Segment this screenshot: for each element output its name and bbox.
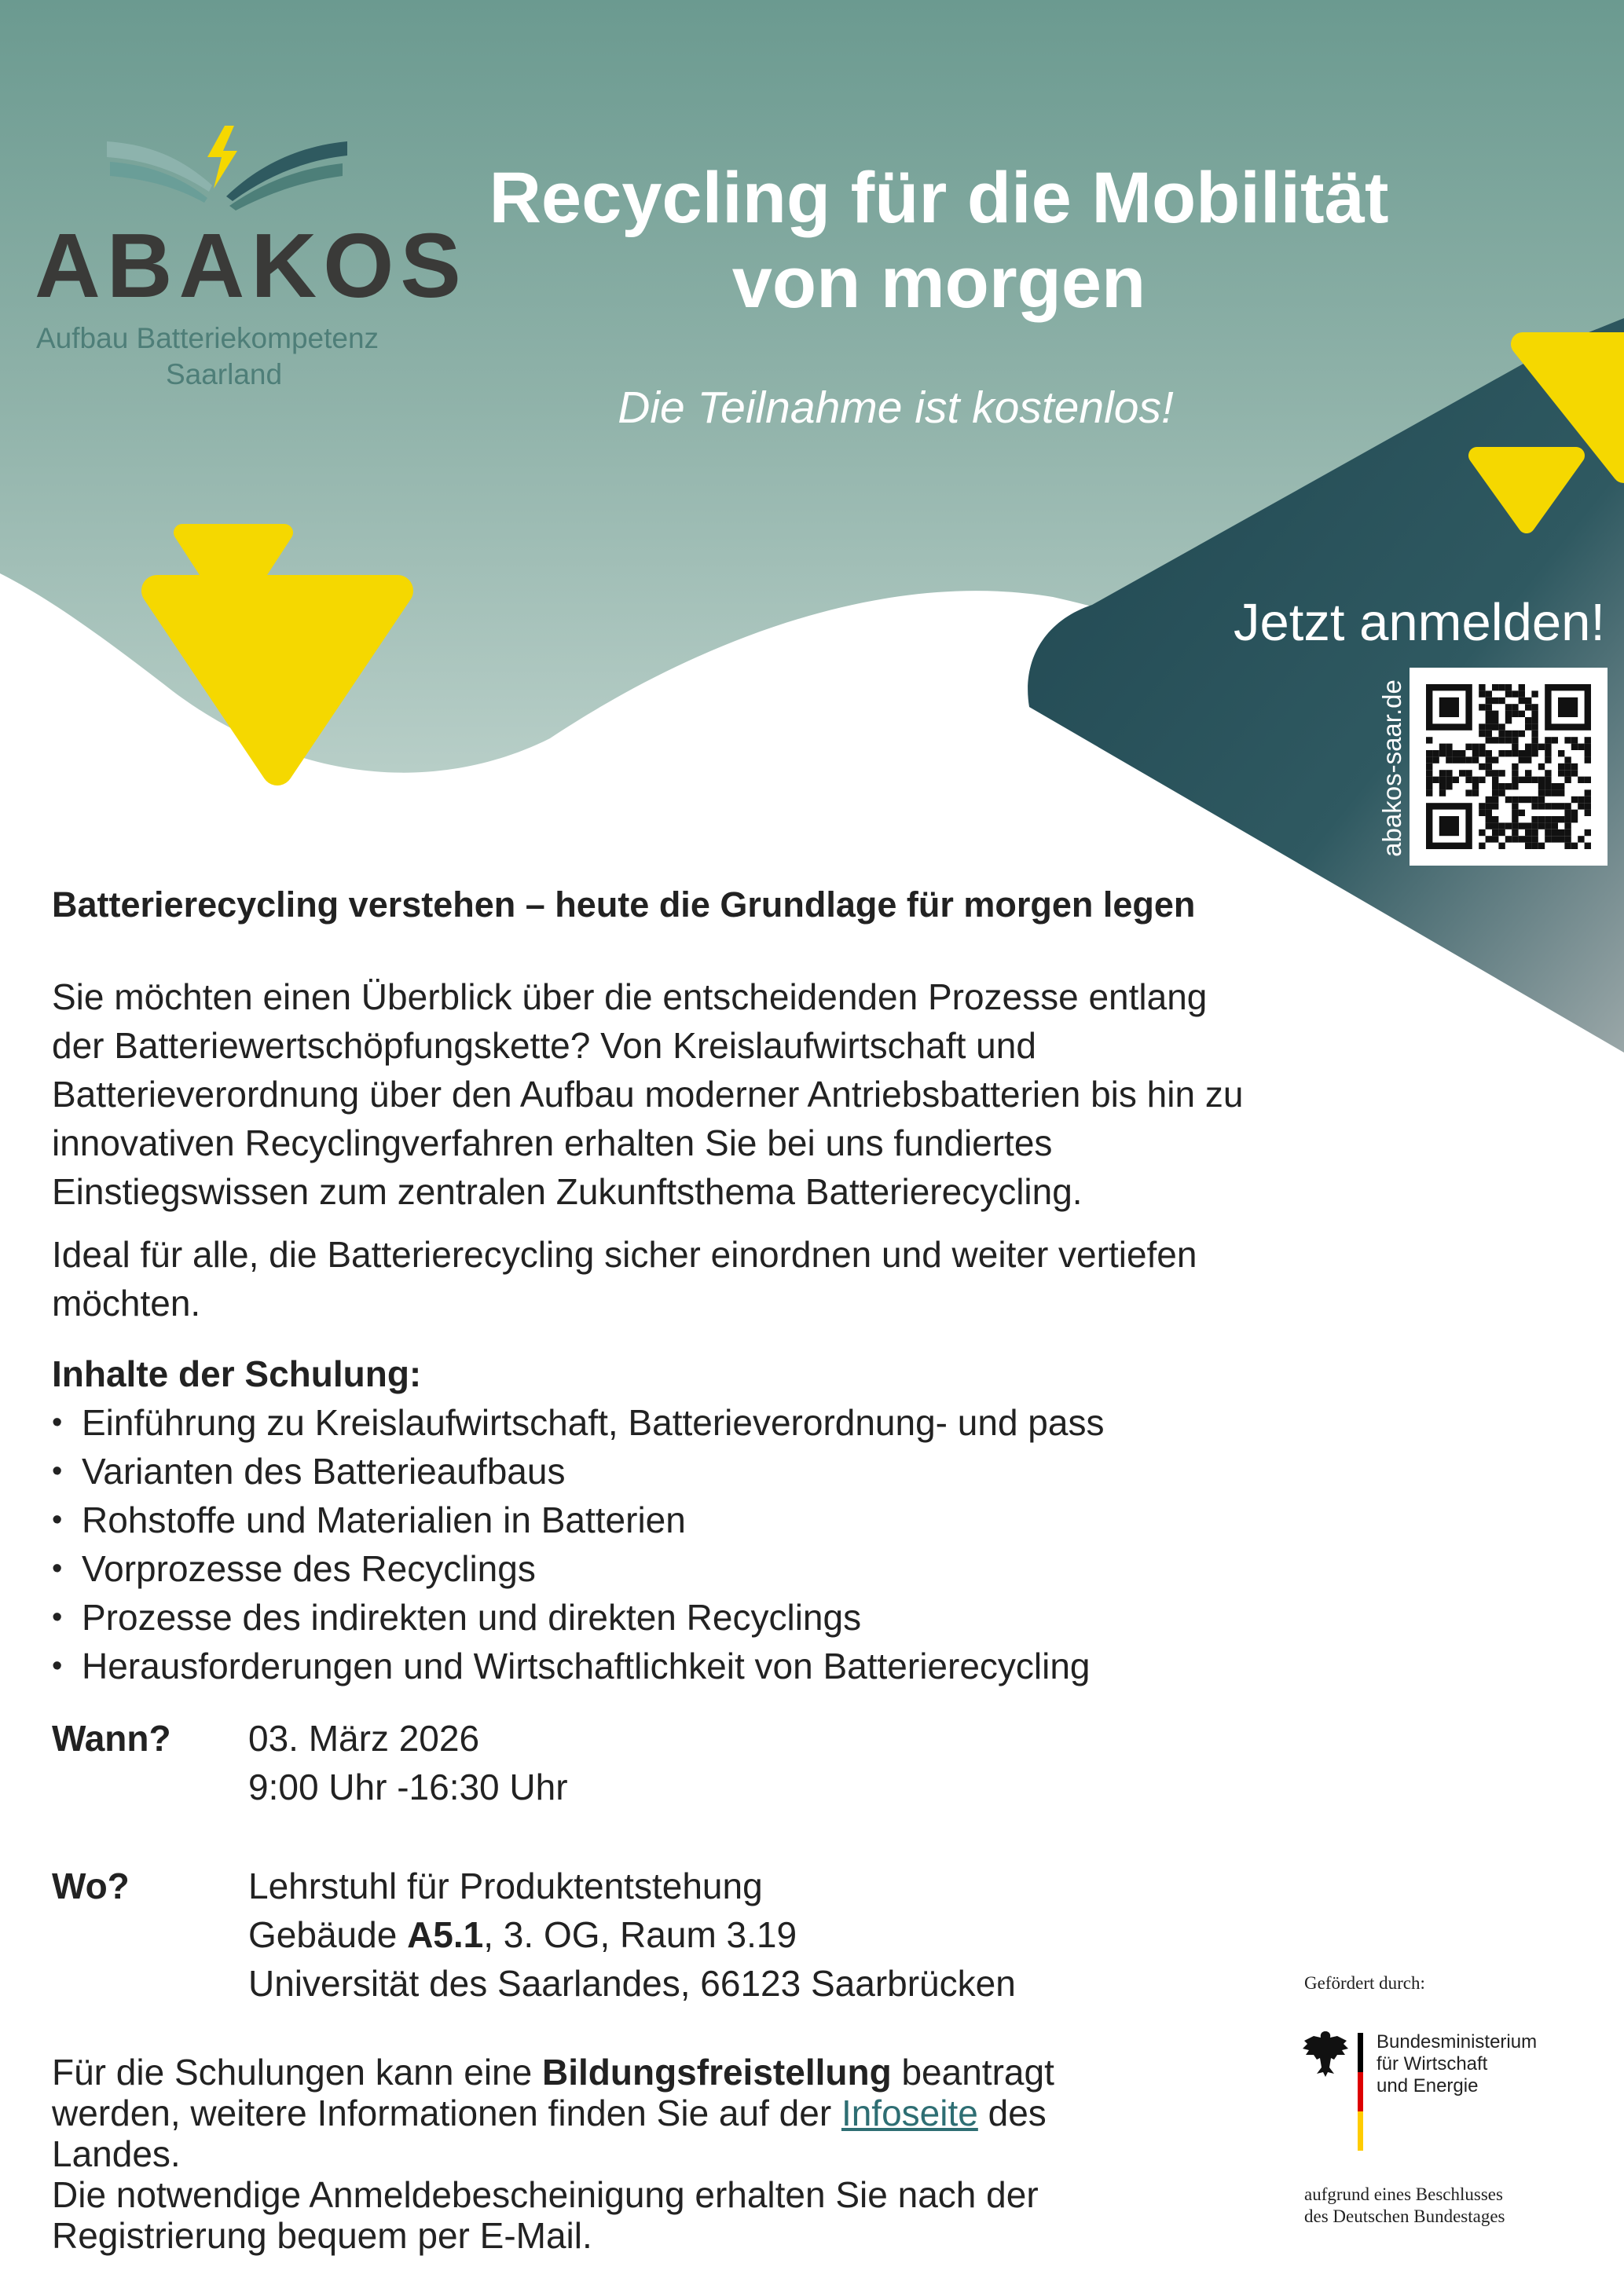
registration-url[interactable] xyxy=(1377,674,1408,862)
audience-paragraph xyxy=(52,1230,1419,1327)
where-value xyxy=(248,1862,1016,2008)
free-participation-tagline: Die Teilnahme ist kostenlos! xyxy=(618,383,1174,433)
abakos-logo xyxy=(31,110,467,408)
contents-heading: Inhalte der Schulung: xyxy=(52,1353,422,1394)
qr-code-icon[interactable] xyxy=(1410,668,1608,866)
intro-line: Sie möchten einen Überblick über die entscheidenden Prozesse entlang xyxy=(52,976,1208,1017)
event-date: 03. März 2026 xyxy=(248,1718,480,1759)
funding-notice xyxy=(1303,1972,1617,2231)
list-item xyxy=(52,1447,1419,1496)
ministry-name xyxy=(1377,2031,1537,2097)
intro-line: Batterieverordnung über den Aufbau moderner Antriebsbatterien bis hin zu xyxy=(52,1074,1244,1115)
intro-line: der Batteriewertschöpfungskette? Von Kreislaufwirtschaft und xyxy=(52,1025,1036,1066)
venue-chair: Lehrstuhl für Produktentstehung xyxy=(248,1866,763,1906)
where-label: Wo? xyxy=(52,1866,130,1906)
leave-term: Bildungsfreistellung xyxy=(542,2052,892,2093)
title-line-2: von morgen xyxy=(731,243,1146,323)
bullet: • xyxy=(52,1406,63,1439)
list-item xyxy=(52,1398,1419,1447)
logo-subtitle-region: Saarland xyxy=(165,358,283,390)
venue-building xyxy=(248,1914,797,1955)
ministry-line: Bundesministerium xyxy=(1377,2031,1538,2052)
list-item-text: Prozesse des indirekten und direkten Recyclings xyxy=(82,1597,862,1638)
list-item-text: Herausforderungen und Wirtschaftlichkeit von Batterierecycling xyxy=(82,1646,1091,1686)
bullet: • xyxy=(52,1503,63,1536)
list-item-text: Varianten des Batterieaufbaus xyxy=(82,1451,566,1492)
logo-subtitle: Aufbau Batteriekompetenz xyxy=(36,322,379,354)
list-item-text: Rohstoffe und Materialien in Batterien xyxy=(82,1500,686,1540)
book-lightning-icon xyxy=(31,110,416,212)
bundestag-line: aufgrund eines Beschlusses xyxy=(1304,2184,1503,2204)
leave-info xyxy=(52,2052,1278,2256)
bullet: • xyxy=(52,1601,63,1634)
list-item xyxy=(52,1642,1419,1690)
leave-text: Für die Schulungen kann eine xyxy=(52,2052,542,2093)
list-item-text: Einführung zu Kreislaufwirtschaft, Batterieverordnung- und pass xyxy=(82,1402,1105,1443)
list-item xyxy=(52,1544,1419,1593)
german-flag-stripe xyxy=(1358,2033,1363,2151)
building-room: , 3. OG, Raum 3.19 xyxy=(483,1914,797,1955)
when-label: Wann? xyxy=(52,1718,171,1759)
intro-line: Einstiegswissen zum zentralen Zukunftsthema Batterierecycling. xyxy=(52,1171,1083,1212)
bullet: • xyxy=(52,1650,63,1683)
list-item-text: Vorprozesse des Recyclings xyxy=(82,1548,536,1589)
audience-line: Ideal für alle, die Batterierecycling sicher einordnen und weiter vertiefen xyxy=(52,1234,1197,1275)
federal-eagle-icon xyxy=(1303,2027,1348,2078)
page-title xyxy=(440,156,1438,325)
title-line-1: Recycling für die Mobilität xyxy=(489,158,1389,238)
intro-line: innovativen Recyclingverfahren erhalten Sie bei uns fundiertes xyxy=(52,1122,1053,1163)
bundestag-line: des Deutschen Bundestages xyxy=(1304,2206,1505,2226)
when-value xyxy=(248,1714,568,1811)
list-item xyxy=(52,1593,1419,1642)
building-prefix: Gebäude xyxy=(248,1914,408,1955)
funding-label: Gefördert durch: xyxy=(1304,1973,1425,1993)
bundestag-note xyxy=(1304,2184,1505,2228)
ministry-line: für Wirtschaft xyxy=(1377,2053,1488,2074)
event-time: 9:00 Uhr -16:30 Uhr xyxy=(248,1767,568,1807)
contents-list xyxy=(52,1398,1419,1690)
logo-wordmark: ABAKOS xyxy=(35,214,467,317)
main-content xyxy=(52,880,1419,2011)
bullet: • xyxy=(52,1552,63,1585)
list-item xyxy=(52,1496,1419,1544)
leave-text: des xyxy=(977,2093,1047,2133)
confirmation-text: Registrierung bequem per E-Mail. xyxy=(52,2215,592,2256)
building-number: A5.1 xyxy=(407,1914,484,1955)
event-where xyxy=(52,1862,1419,2011)
ministry-line: und Energie xyxy=(1377,2075,1479,2096)
registration-url-text[interactable]: abakos-saar.de xyxy=(1377,679,1406,857)
event-when xyxy=(52,1714,1419,1811)
confirmation-text: Die notwendige Anmeldebescheinigung erhalten Sie nach der xyxy=(52,2174,1039,2215)
intro-subheading: Batterierecycling verstehen – heute die Grundlage für morgen legen xyxy=(52,884,1196,925)
audience-line: möchten. xyxy=(52,1283,201,1324)
intro-paragraph xyxy=(52,972,1419,1216)
leave-text: beantragt xyxy=(891,2052,1054,2093)
venue-address: Universität des Saarlandes, 66123 Saarbrücken xyxy=(248,1963,1016,2004)
leave-text: werden, weitere Informationen finden Sie auf der xyxy=(52,2093,841,2133)
register-cta[interactable]: Jetzt anmelden! xyxy=(1234,593,1605,652)
bullet: • xyxy=(52,1455,63,1488)
leave-text: Landes. xyxy=(52,2133,181,2174)
info-page-link[interactable]: Infoseite xyxy=(841,2093,978,2133)
